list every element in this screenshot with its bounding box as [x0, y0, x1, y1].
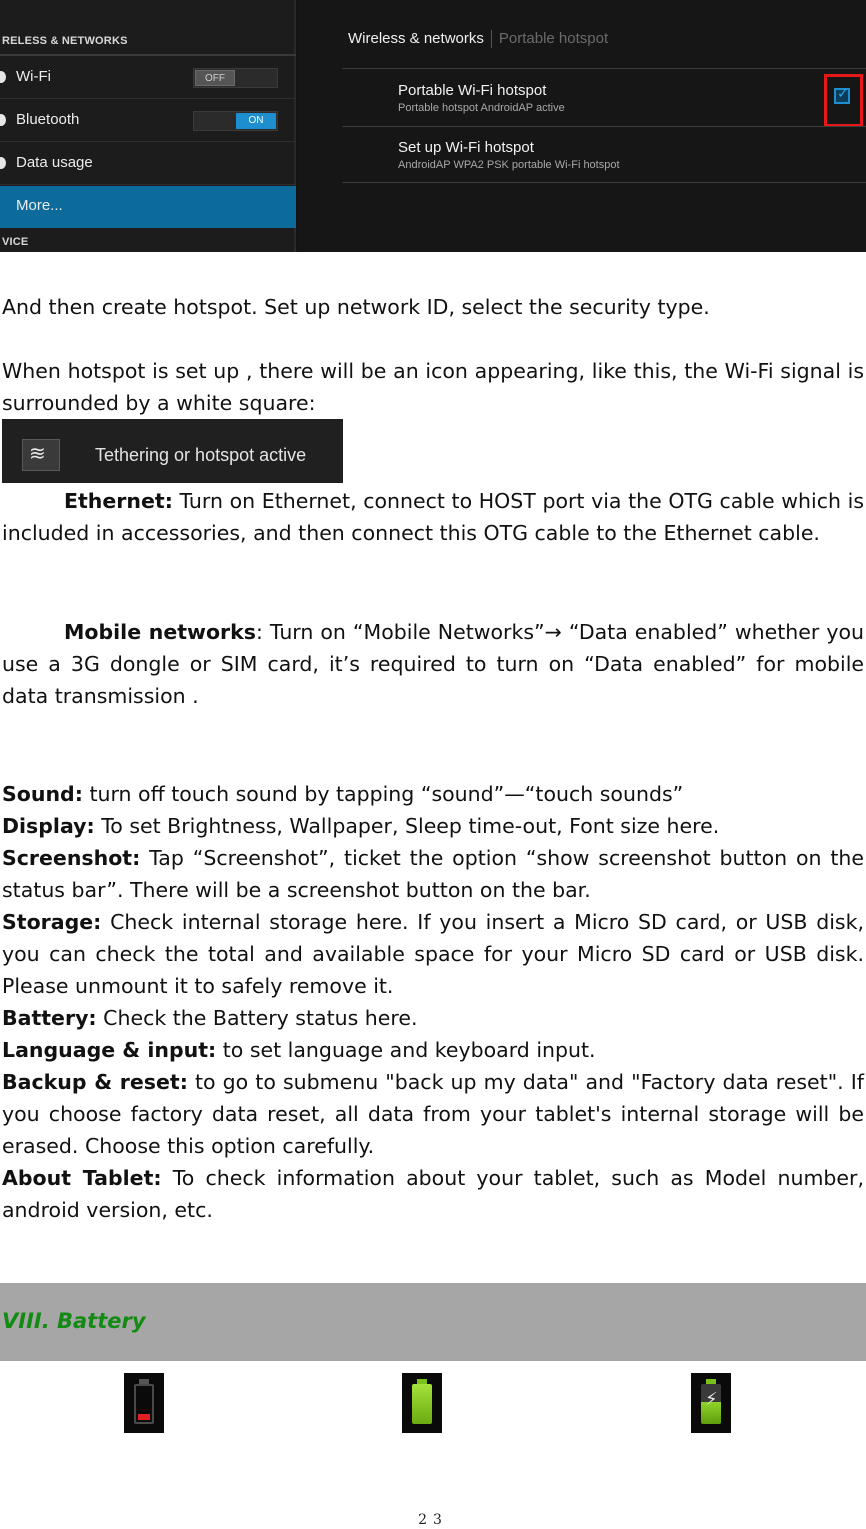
section-band	[0, 1283, 866, 1361]
list-text: Check internal storage here. If you insert a Micro SD card, or USB disk, you can check the total and available space for your Micro SD card or USB disk. Please unmount it to safely remove it.	[2, 910, 864, 998]
list-label: Battery:	[2, 1006, 97, 1030]
bluetooth-toggle[interactable]	[193, 111, 278, 131]
page-number: 23	[418, 1512, 448, 1528]
item-subtitle: Portable hotspot AndroidAP active	[398, 102, 565, 114]
bluetooth-icon	[0, 114, 6, 126]
sidebar-item-data-usage[interactable]	[0, 143, 296, 185]
list-item-display	[2, 810, 864, 842]
paragraph-create-hotspot: And then create hotspot. Set up network ID, select the security type.	[2, 295, 710, 319]
list-label: Display:	[2, 814, 95, 838]
divider	[342, 126, 866, 127]
item-subtitle: AndroidAP WPA2 PSK portable Wi-Fi hotspot	[398, 159, 620, 171]
settings-list	[2, 778, 864, 1226]
wifi-toggle[interactable]	[193, 68, 278, 88]
list-label: Language & input:	[2, 1038, 217, 1062]
list-text: To set Brightness, Wallpaper, Sleep time-out, Font size here.	[94, 814, 720, 838]
sidebar-item-wifi[interactable]	[0, 57, 296, 99]
sidebar-item-bluetooth[interactable]	[0, 100, 296, 142]
list-label: About Tablet:	[2, 1166, 162, 1190]
divider	[491, 30, 492, 48]
list-label: Storage:	[2, 910, 102, 934]
list-text: To check information about your tablet, such as Model number, android version, etc.	[2, 1166, 864, 1222]
sidebar-item-label: Wi-Fi	[16, 68, 51, 85]
paragraph-ethernet	[2, 485, 864, 549]
lightning-icon: ⚡	[705, 1389, 718, 1410]
breadcrumb	[348, 30, 608, 48]
wifi-signal-icon: ≋	[29, 441, 46, 465]
settings-sidebar	[0, 0, 296, 252]
sidebar-item-label: Bluetooth	[16, 111, 80, 128]
setup-wifi-hotspot-item[interactable]	[398, 139, 620, 171]
list-text: to set language and keyboard input.	[216, 1038, 596, 1062]
sidebar-item-label: Data usage	[16, 154, 93, 171]
list-label: Backup & reset:	[2, 1070, 188, 1094]
list-item-battery	[2, 1002, 864, 1034]
settings-screenshot	[0, 0, 866, 252]
status-text: Tethering or hotspot active	[95, 445, 307, 465]
sidebar-item-label: More...	[16, 197, 63, 214]
data-usage-icon	[0, 157, 6, 169]
highlight-box	[824, 74, 863, 127]
paragraph-mobile-networks	[2, 616, 864, 712]
status-bar-image	[2, 419, 343, 483]
list-item-backup	[2, 1066, 864, 1162]
section-title: VIII. Battery	[2, 1309, 146, 1333]
list-item-storage	[2, 906, 864, 1002]
paragraph-hotspot-icon: When hotspot is set up , there will be an icon appearing, like this, the Wi-Fi signal is surrounded by a white square:	[2, 359, 864, 415]
section-header-wireless: RELESS & NETWORKS	[2, 35, 128, 47]
list-label: Screenshot:	[2, 846, 141, 870]
divider	[0, 54, 296, 56]
checkmark-icon: ✓	[837, 86, 849, 102]
settings-detail	[298, 0, 866, 252]
sidebar-item-more[interactable]	[0, 186, 296, 228]
portable-wifi-hotspot-item[interactable]	[398, 82, 565, 114]
tab-wireless-networks[interactable]: Wireless & networks	[348, 30, 484, 47]
item-title: Portable Wi-Fi hotspot	[398, 82, 547, 99]
list-item-sound	[2, 778, 864, 810]
divider	[342, 68, 866, 69]
list-item-screenshot	[2, 842, 864, 906]
mobile-label: Mobile networks	[64, 620, 256, 644]
battery-full-icon	[402, 1373, 442, 1433]
section-header-device: VICE	[2, 236, 29, 248]
battery-charging-icon	[691, 1373, 731, 1433]
list-text: to go to submenu "back up my data" and "Factory data reset". If you choose factory data reset, all data from your tablet's internal storage will be erased. Choose this option carefully.	[2, 1070, 864, 1158]
list-text: turn off touch sound by tapping “sound”—“touch sounds”	[82, 782, 684, 806]
item-title: Set up Wi-Fi hotspot	[398, 139, 534, 156]
tab-portable-hotspot[interactable]: Portable hotspot	[498, 30, 609, 47]
ethernet-label: Ethernet:	[64, 489, 173, 513]
list-text: Tap “Screenshot”, ticket the option “show screenshot button on the status bar”. There will be a screenshot button on the bar.	[2, 846, 864, 902]
battery-low-icon	[124, 1373, 164, 1433]
mobile-text: : Turn on “Mobile Networks”→ “Data enabled” whether you use a 3G dongle or SIM card, it’s required to turn on “Data enabled” for mobile data transmission .	[2, 620, 864, 708]
list-item-language	[2, 1034, 864, 1066]
list-label: Sound:	[2, 782, 83, 806]
toggle-on-label: ON	[236, 113, 276, 129]
divider	[342, 182, 866, 183]
toggle-off-label: OFF	[195, 70, 235, 86]
white-square	[22, 439, 60, 471]
ethernet-text: Turn on Ethernet, connect to HOST port via the OTG cable which is included in accessories, and then connect this OTG cable to the Ethernet cable.	[2, 489, 864, 545]
list-item-about	[2, 1162, 864, 1226]
wifi-icon	[0, 71, 6, 83]
list-text: Check the Battery status here.	[96, 1006, 418, 1030]
